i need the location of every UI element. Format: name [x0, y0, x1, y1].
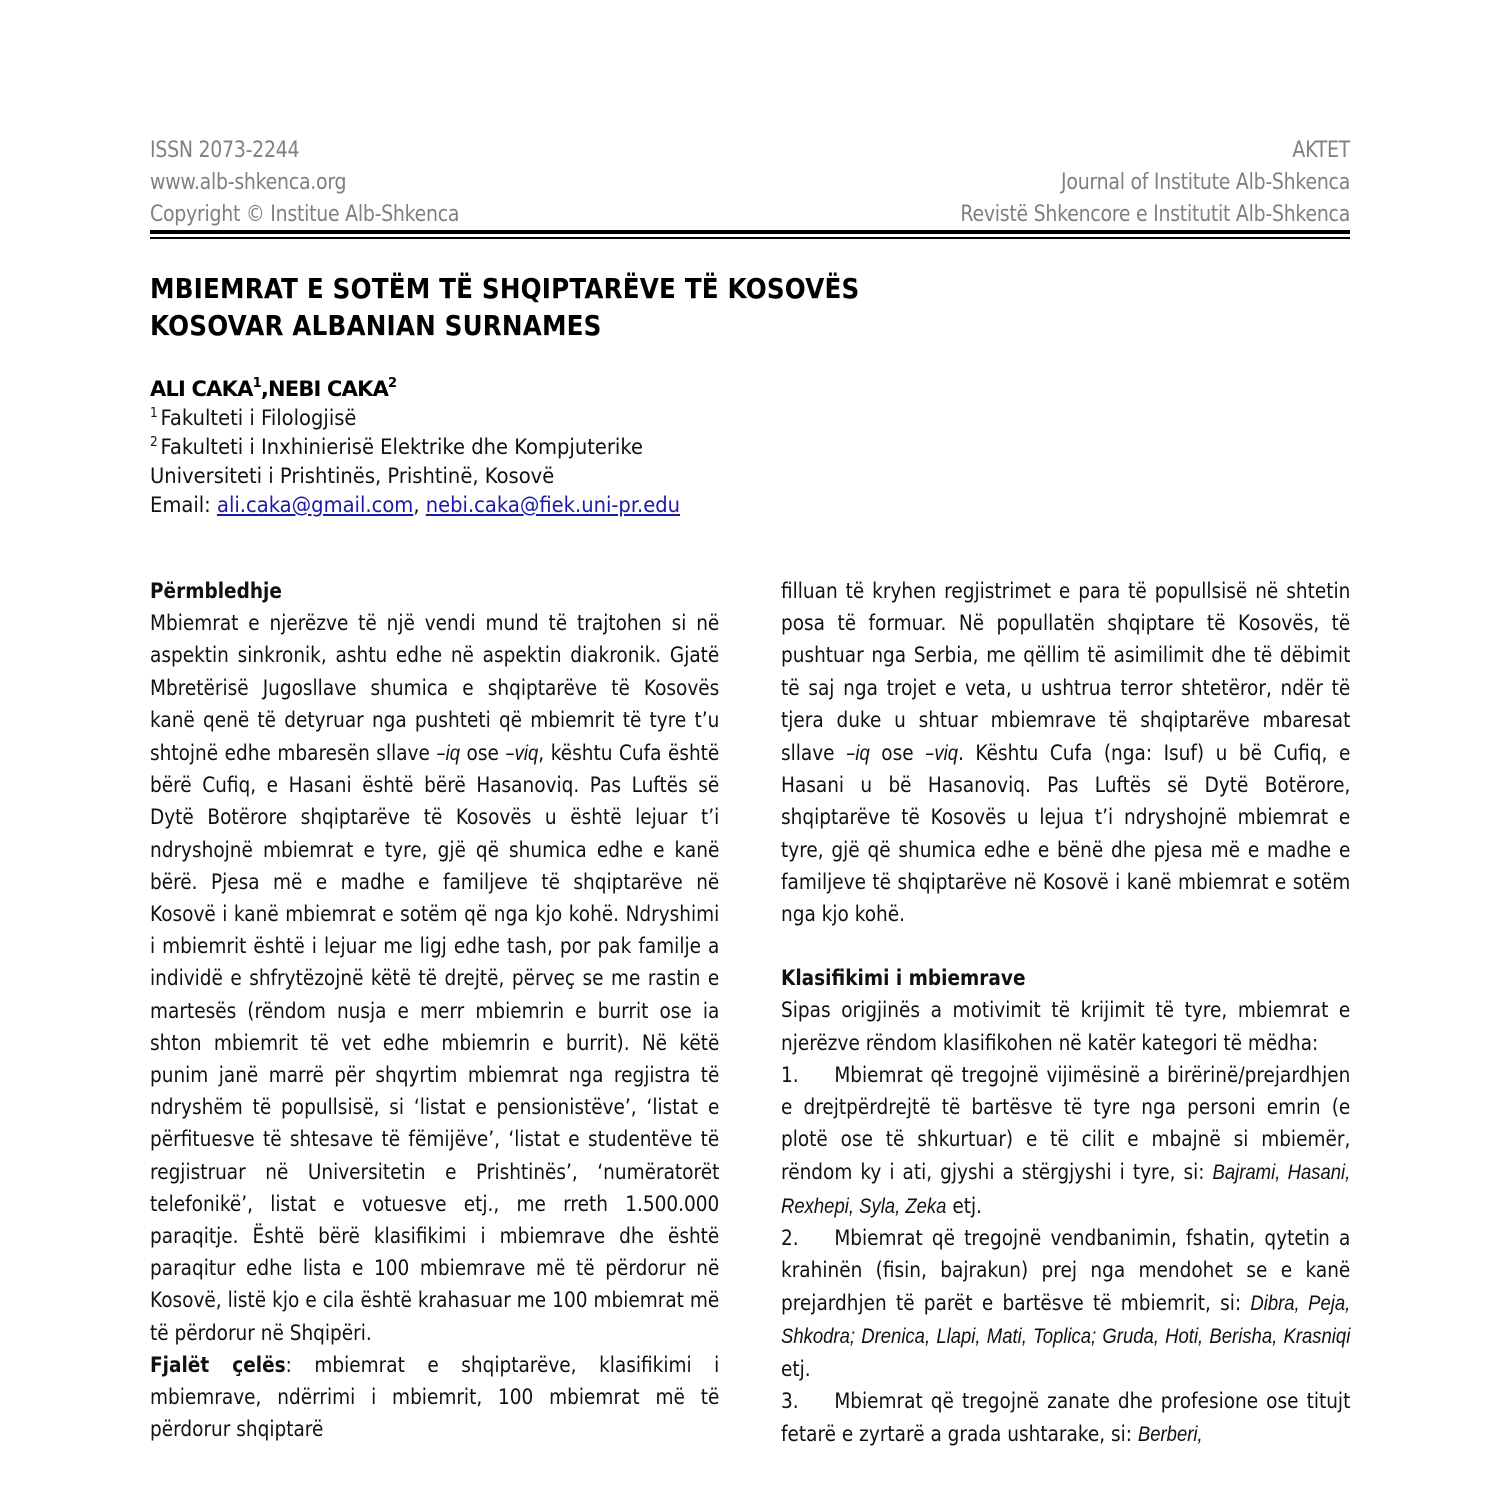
list-examples: Dibra, Peja, Shkodra; Drenica, Llapi, Mati, Toplica; Gruda, Hoti, Berisha, Krasniqi [781, 1291, 1351, 1349]
journal-name: AKTET [1292, 138, 1350, 163]
affiliation-2 [150, 433, 680, 462]
list-examples: Bajrami, Hasani, Rexhepi, Syla, Zeka [781, 1160, 1351, 1218]
list-examples: Berberi, [1137, 1422, 1203, 1447]
list-number: 1. [781, 1062, 799, 1088]
title-albanian: MBIEMRAT E SOTËM TË SHQIPTARËVE TË KOSOVËS [150, 272, 860, 305]
list-text: Mbiemrat që tregojnë vijimësinë a birërinë/prejardhjen e drejtpërdrejtë të bartësve të tyre nga personi emrin (e plotë ose të shkurtuar) e të cilit e mbajnë si mbiemër, rëndom ky i ati, gjyshi a stërgjyshi i tyre, si: [781, 1062, 1351, 1186]
authors [150, 374, 396, 404]
list-number: 2. [781, 1225, 799, 1251]
suffix-iq: iq [445, 741, 461, 766]
intro-text-2: ose – [869, 741, 935, 767]
affiliation-1-text: Fakulteti i Filologjisë [160, 406, 357, 430]
abstract-text-3: , kështu Cufa është bërë Cufiq, e Hasani është bërë Hasanoviq. Pas Luftës së Dytë Botërore shqiptarëve të Kosovës u është lejuar t’i ndryshojnë mbiemrat e tyre, gjë që shumica edhe e kanë bërë. Pjesa më e madhe e familjeve të shqiptarëve në Kosovë i kanë mbiemrat e sotëm që nga kjo kohë. Ndryshimi i mbiemrit është i lejuar me ligj edhe tash, por pak familje a individë e shfrytëzojnë këtë të drejtë, përveç se me rastin e martesës (rëndom nusja e merr mbiemrin e burrit ose ia shton mbiemrit të vet edhe mbiemrin e burrit). Në këtë punim janë marrë për shqyrtim mbiemrat nga regjistra të ndryshëm të popullsisë, si ‘listat e pensionistëve’, ‘listat e përfituesve të shtesave të fëmijëve’, ‘listat e studentëve të regjistruar në Universitetin e Prishtinës’, ‘numëratorët telefonikë’, listat e votuesve etj., me rreth 1.500.000 paraqitje. Është bërë klasifikimi i mbiemrave dhe është paraqitur edhe lista e 100 mbiemrave më të përdorur në Kosovë, listë kjo e cila është krahasuar me 100 mbiemrat më të përdorur në Shqipëri. [150, 741, 720, 1346]
affiliation-2-text: Fakulteti i Inxhinierisë Elektrike dhe Kompjuterike [160, 435, 644, 459]
title-english: KOSOVAR ALBANIAN SURNAMES [150, 309, 602, 342]
intro-text-1: filluan të kryhen regjistrimet e para të popullsisë në shtetin posa të formuar. Në popullatën shqiptare të Kosovës, të pushtuar nga Serbia, me qëllim të asimilimit dhe të dëbimit të saj nga trojet e veta, u ushtrua terror shtetëror, ndër të tjera duke u shtuar mbiemrave të shqiptarëve mbaresat sllave – [781, 579, 1351, 767]
list-text: Mbiemrat që tregojnë vendbanimin, fshatin, qytetin a krahinën (fisin, bajrakun) prej nga mendohet se e kanë prejardhjen të parët e bartësve të mbiemrit, si: [781, 1225, 1351, 1317]
university: Universiteti i Prishtinës, Prishtinë, Kosovë [150, 464, 555, 488]
abstract-text-1: Mbiemrat e njerëzve të një vendi mund të trajtohen si në aspektin sinkronik, ashtu edhe në aspektin diakronik. Gjatë Mbretërisë Jugosllave shumica e shqiptarëve të Kosovës kanë qenë të detyruar nga pushteti që mbiemrit të tyre t’u shtojnë edhe mbaresën sllave – [150, 611, 720, 767]
keywords [150, 1350, 719, 1447]
list-number: 3. [781, 1388, 799, 1414]
abstract-heading: Përmbledhje [150, 579, 282, 604]
affiliation-2-sup: 2 [150, 435, 158, 450]
left-column [150, 576, 719, 1446]
suffix-viq: viq [514, 741, 539, 766]
abstract-paragraph [150, 608, 719, 1350]
header-left [150, 135, 459, 231]
affiliations [150, 404, 680, 520]
spacer [781, 931, 1350, 963]
email-line [150, 491, 680, 520]
list-item [781, 1060, 1350, 1223]
author-separator: , [260, 377, 268, 401]
suffix-iq: iq [855, 741, 870, 766]
list-tail: etj. [946, 1193, 982, 1219]
email-separator: , [413, 493, 426, 517]
list-text: Mbiemrat që tregojnë zanate dhe profesione ose titujt fetarë e zyrtarë a grada ushtarake, si: [781, 1388, 1351, 1448]
right-column [781, 576, 1350, 1451]
paper-title [150, 270, 859, 344]
keywords-label: Fjalët çelës [150, 1352, 286, 1378]
author-2-sup: 2 [388, 376, 397, 391]
website: www.alb-shkenca.org [150, 170, 347, 195]
copyright: Copyright © Institue Alb-Shkenca [150, 202, 460, 227]
email-label: Email: [150, 493, 217, 517]
header-right [960, 135, 1350, 231]
abstract-text-2: ose – [460, 741, 515, 767]
author-2: NEBI CAKA [268, 377, 389, 401]
author-1: ALI CAKA [150, 377, 253, 401]
journal-subtitle-sq: Revistë Shkencore e Institutit Alb-Shkenca [960, 202, 1350, 227]
intro-text-3: . Kështu Cufa (nga: Isuf) u bë Cufiq, e Hasani u bë Hasanoviq. Pas Luftës së Dytë Botërore, shqiptarëve të Kosovës u lejua t’i ndryshojnë mbiemrat e tyre, gjë që shumica edhe e bënë dhe pjesa më e madhe e familjeve të shqiptarëve në Kosovë i kanë mbiemrat e sotëm nga kjo kohë. [781, 741, 1351, 928]
email-link-1[interactable]: ali.caka@gmail.com [216, 493, 414, 517]
journal-subtitle-en: Journal of Institute Alb-Shkenca [1061, 170, 1350, 195]
affiliation-1-sup: 1 [150, 406, 158, 421]
section-heading: Klasifikimi i mbiemrave [781, 966, 1026, 992]
issn: ISSN 2073-2244 [150, 138, 300, 163]
section-intro: Sipas origjinës a motivimit të krijimit të tyre, mbiemrat e njerëzve rëndom klasifikohen në katër kategori të mëdha: [781, 998, 1351, 1056]
list-tail: etj. [781, 1356, 811, 1382]
header-rule-thin [150, 237, 1350, 239]
keywords-text: : mbiemrat e shqiptarëve, klasifikimi i mbiemrave, ndërrimi i mbiemrit, 100 mbiemrat më të përdorur shqiptarë [150, 1352, 720, 1443]
author-1-sup: 1 [252, 376, 261, 391]
email-link-2[interactable]: nebi.caka@fiek.uni-pr.edu [425, 493, 681, 517]
header-rule-thick [150, 230, 1350, 234]
journal-header [150, 135, 1350, 235]
suffix-viq: viq [934, 741, 958, 766]
list-item [781, 1386, 1350, 1451]
affiliation-1 [150, 404, 680, 433]
intro-paragraph [781, 576, 1350, 931]
list-item [781, 1223, 1350, 1386]
